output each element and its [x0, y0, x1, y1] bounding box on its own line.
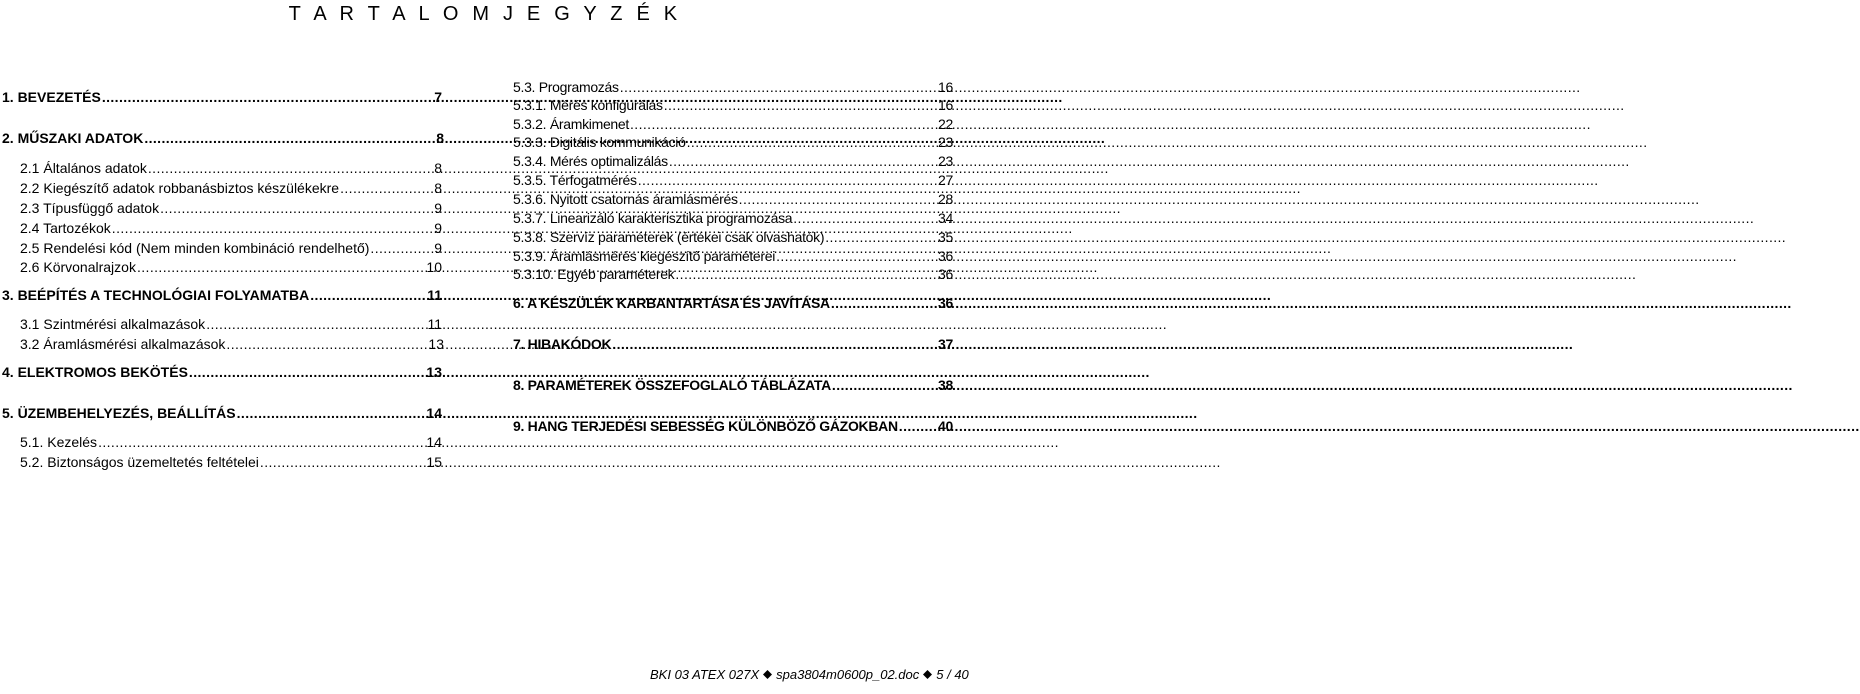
toc-entry-label: 2. MŰSZAKI ADATOK: [2, 130, 144, 146]
toc-entry[interactable]: [20, 434, 442, 452]
toc-entry[interactable]: [20, 240, 442, 258]
diamond-icon: [923, 670, 932, 679]
toc-entry-label: 7. HIBAKÓDOK: [513, 336, 612, 352]
toc-entry[interactable]: [513, 266, 953, 284]
diamond-icon: [763, 670, 772, 679]
toc-entry-label: 2.6 Körvonalrajzok: [20, 259, 136, 275]
toc-entry-leader: [370, 240, 433, 256]
toc-entry-page: 13: [426, 364, 442, 380]
toc-entry[interactable]: [513, 172, 953, 190]
toc-entry-leader: [340, 180, 433, 196]
toc-entry-label: 2.1 Általános adatok: [20, 160, 147, 176]
toc-entry-leader: [739, 191, 937, 207]
toc-entry-leader: [98, 434, 425, 450]
toc-entry-leader: [137, 259, 425, 275]
toc-entry[interactable]: [2, 89, 442, 107]
toc-entry[interactable]: [20, 454, 442, 472]
toc-entry[interactable]: [2, 287, 442, 305]
toc-entry-leader: [831, 295, 937, 311]
toc-entry-page: 10: [426, 259, 442, 275]
toc-entry-label: 2.5 Rendelési kód (Nem minden kombináció rendelhető): [20, 240, 370, 256]
toc-entry[interactable]: [20, 180, 442, 198]
toc-entry-label: 5.3.10. Egyéb paraméterek: [513, 266, 675, 282]
toc-entry-leader: [675, 266, 937, 282]
toc-entry-label: 5.1. Kezelés: [20, 434, 98, 450]
toc-entry-leader: [612, 336, 937, 352]
toc-entry-label: 5.2. Biztonságos üzemeltetés feltételei: [20, 454, 259, 470]
toc-entry-label: 8. PARAMÉTEREK ÖSSZEFOGLALÓ TÁBLÁZATA: [513, 377, 831, 393]
toc-entry[interactable]: [20, 160, 442, 178]
toc-entry[interactable]: [513, 97, 953, 115]
toc-entry-leader: [825, 229, 937, 245]
toc-entry-page: 13: [428, 336, 444, 352]
toc-entry-label: 5.3.8. Szervíz paraméterek (értékei csak olvashatók): [513, 229, 825, 245]
toc-entry[interactable]: [20, 316, 442, 334]
toc-entry[interactable]: [513, 229, 953, 247]
toc-entry[interactable]: [513, 153, 953, 171]
toc-entry-label: 5.3.9. Áramlásmérés kiegészítő paraméterei: [513, 248, 776, 264]
toc-entry-leader: [638, 172, 937, 188]
toc-entry-page: 23: [938, 153, 953, 169]
toc-entry-label: 6. A KÉSZÜLÉK KARBANTARTÁSA ÉS JAVÍTÁSA: [513, 295, 830, 311]
toc-entry-label: 4. ELEKTROMOS BEKÖTÉS: [2, 364, 188, 380]
toc-entry-page: 28: [938, 191, 953, 207]
toc-entry-label: 5.3.4. Mérés optimalizálás: [513, 153, 668, 169]
toc-entry-page: 11: [427, 287, 442, 303]
toc-entry[interactable]: [513, 134, 953, 152]
toc-entry[interactable]: [513, 248, 953, 266]
toc-entry[interactable]: [2, 130, 444, 148]
toc-entry-page: 34: [938, 210, 953, 226]
toc-entry[interactable]: [20, 259, 442, 277]
toc-entry-leader: [144, 130, 435, 146]
toc-entry[interactable]: [20, 200, 442, 218]
toc-entry[interactable]: [2, 364, 442, 382]
toc-entry-leader: [148, 160, 433, 176]
toc-entry[interactable]: [513, 191, 953, 209]
toc-entry-page: 36: [938, 248, 953, 264]
toc-entry-leader: [899, 418, 937, 434]
toc-entry-leader: [664, 97, 937, 113]
toc-entry-leader: [669, 153, 937, 169]
toc-entry-page: 8: [434, 180, 442, 196]
toc-entry-page: 38: [938, 377, 953, 393]
toc-entry[interactable]: [513, 210, 953, 228]
toc-entry-leader: [237, 405, 426, 421]
toc-entry-page: 16: [938, 79, 953, 95]
toc-entry[interactable]: [513, 418, 953, 436]
toc-entry-label: 5.3.5. Térfogatmérés: [513, 172, 637, 188]
toc-entry-page: 40: [938, 418, 953, 434]
toc-entry-label: 2.2 Kiegészítő adatok robbanásbiztos készülékekre: [20, 180, 340, 196]
toc-entry-leader: [793, 210, 937, 226]
toc-entry-label: 5.3.6. Nyitott csatornás áramlásmérés: [513, 191, 738, 207]
toc-entry-label: 9. HANG TERJEDÉSI SEBESSÉG KÜLÖNBÖZŐ GÁZOKBAN: [513, 418, 898, 434]
toc-entry[interactable]: [513, 295, 953, 313]
toc-entry-page: 16: [938, 97, 953, 113]
toc-entry-page: 15: [426, 454, 442, 470]
toc-entry-label: 3.2 Áramlásmérési alkalmazások: [20, 336, 226, 352]
toc-entry-page: 36: [938, 295, 953, 311]
toc-entry-page: 11: [427, 316, 442, 332]
toc-entry-leader: [206, 316, 426, 332]
toc-entry[interactable]: [513, 377, 953, 395]
footer-filename: spa3804m0600p_02.doc: [776, 667, 920, 682]
page-title: T A R T A L O M J E G Y Z É K: [288, 3, 682, 25]
toc-entry-page: 22: [938, 116, 953, 132]
toc-entry-page: 14: [426, 434, 442, 450]
toc-entry[interactable]: [513, 336, 953, 354]
toc-entry-page: 14: [426, 405, 442, 421]
toc-entry[interactable]: [513, 116, 953, 134]
toc-entry-page: 8: [436, 130, 444, 146]
toc-entry-page: 36: [938, 266, 953, 282]
toc-entry-label: 5.3.1. Mérés konfigurálás: [513, 97, 663, 113]
toc-entry-leader: [260, 454, 426, 470]
toc-entry-label: 3.1 Szintmérési alkalmazások: [20, 316, 206, 332]
toc-entry-label: 2.4 Tartozékok: [20, 220, 111, 236]
toc-entry-page: 27: [938, 172, 953, 188]
toc-entry-label: 1. BEVEZETÉS: [2, 89, 101, 105]
toc-entry-label: 5.3.2. Áramkimenet: [513, 116, 629, 132]
page-footer: [650, 667, 969, 682]
toc-entry-leader: [687, 134, 937, 150]
toc-entry-leader: [832, 377, 937, 393]
toc-entry-label: 3. BEÉPÍTÉS A TECHNOLÓGIAI FOLYAMATBA: [2, 287, 310, 303]
toc-entry-leader: [160, 200, 433, 216]
toc-entry-leader: [102, 89, 433, 105]
toc-entry-page: 8: [434, 160, 442, 176]
toc-entry[interactable]: [20, 336, 444, 354]
toc-entry-label: 5.3.7. Linearizáló karakterisztika programozása: [513, 210, 793, 226]
toc-entry-label: 5.3.3. Digitális kommunikáció: [513, 134, 686, 150]
toc-entry-leader: [630, 116, 937, 132]
toc-entry-label: 5.3. Programozás: [513, 79, 619, 95]
toc-entry-page: 35: [938, 229, 953, 245]
toc-entry-label: 2.3 Típusfüggő adatok: [20, 200, 160, 216]
toc-entry-page: 9: [434, 240, 442, 256]
toc-entry-label: 5. ÜZEMBEHELYEZÉS, BEÁLLÍTÁS: [2, 405, 236, 421]
toc-entry-leader: [620, 79, 937, 95]
footer-page-number: 5 / 40: [936, 667, 969, 682]
toc-entry-page: 7: [434, 89, 442, 105]
toc-entry[interactable]: [2, 405, 442, 423]
footer-certificate: BKI 03 ATEX 027X: [650, 667, 760, 682]
toc-entry-leader: [310, 287, 426, 303]
toc-entry-leader: [776, 248, 937, 264]
toc-entry-leader: [112, 220, 433, 236]
toc-entry-page: 23: [938, 134, 953, 150]
toc-entry-page: 9: [434, 220, 442, 236]
toc-entry-page: 37: [938, 336, 953, 352]
toc-entry-leader: [189, 364, 426, 380]
toc-entry-leader: [226, 336, 427, 352]
toc-entry[interactable]: [513, 79, 953, 97]
toc-entry[interactable]: [20, 220, 442, 238]
toc-entry-page: 9: [434, 200, 442, 216]
